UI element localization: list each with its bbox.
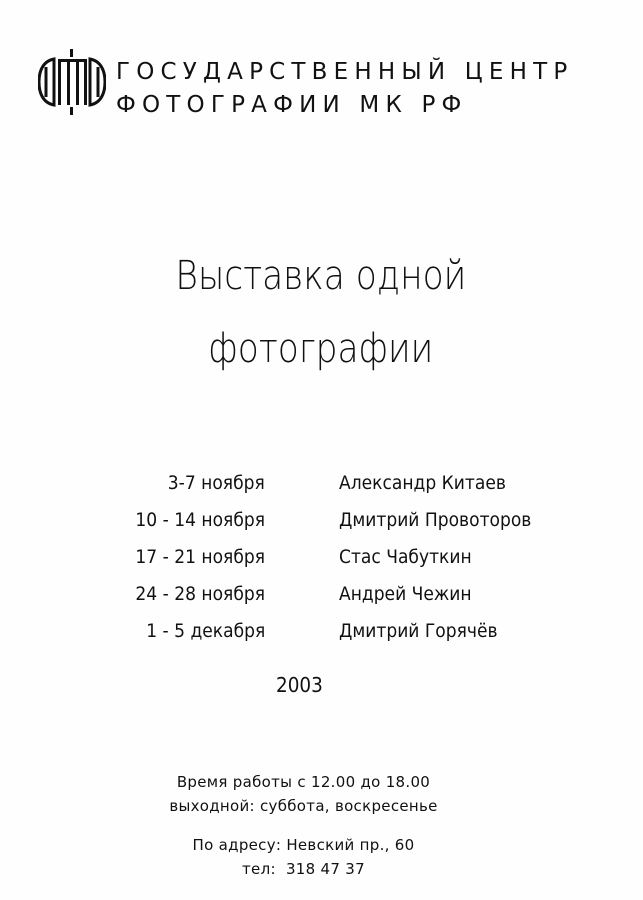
schedule-dates: 3-7 ноября: [168, 472, 265, 494]
schedule-dates: 17 - 21 ноября: [135, 546, 265, 568]
schedule-row: [0, 509, 643, 546]
schedule-dates: 24 - 28 ноября: [135, 583, 265, 605]
schedule-artist: Стас Чабуткин: [339, 546, 472, 568]
schedule-artist: Александр Китаев: [339, 472, 506, 494]
exhibition-title: [44, 240, 597, 386]
schedule-row: [0, 620, 643, 657]
schedule-artist: Андрей Чежин: [339, 583, 472, 605]
address-text: По адресу: Невский пр., 60: [192, 836, 415, 854]
exhibition-year: 2003: [276, 673, 323, 697]
title-line-1: Выставка одной: [175, 253, 467, 299]
org-line-2: ФОТОГРАФИИ МК РФ: [116, 92, 468, 118]
organization-name: [116, 56, 573, 122]
org-line-1: ГОСУДАРСТВЕННЫЙ ЦЕНТР: [116, 59, 574, 85]
title-line-2: фотографии: [208, 326, 434, 372]
schedule-dates: 10 - 14 ноября: [135, 509, 265, 531]
schedule-artist: Дмитрий Провоторов: [339, 509, 532, 531]
gcf-monogram-logo-icon: [38, 47, 106, 117]
contact-info: [0, 833, 607, 881]
schedule-row: [0, 472, 643, 509]
schedule-row: [0, 546, 643, 583]
schedule-row: [0, 583, 643, 620]
phone-text: тел: 318 47 37: [242, 860, 365, 878]
schedule-dates: 1 - 5 декабря: [145, 620, 265, 642]
hours-text: Время работы с 12.00 до 18.00: [176, 773, 431, 791]
schedule-artist: Дмитрий Горячёв: [339, 620, 498, 642]
days-off-text: выходной: суббота, воскресенье: [169, 797, 438, 815]
opening-hours: [0, 770, 607, 818]
